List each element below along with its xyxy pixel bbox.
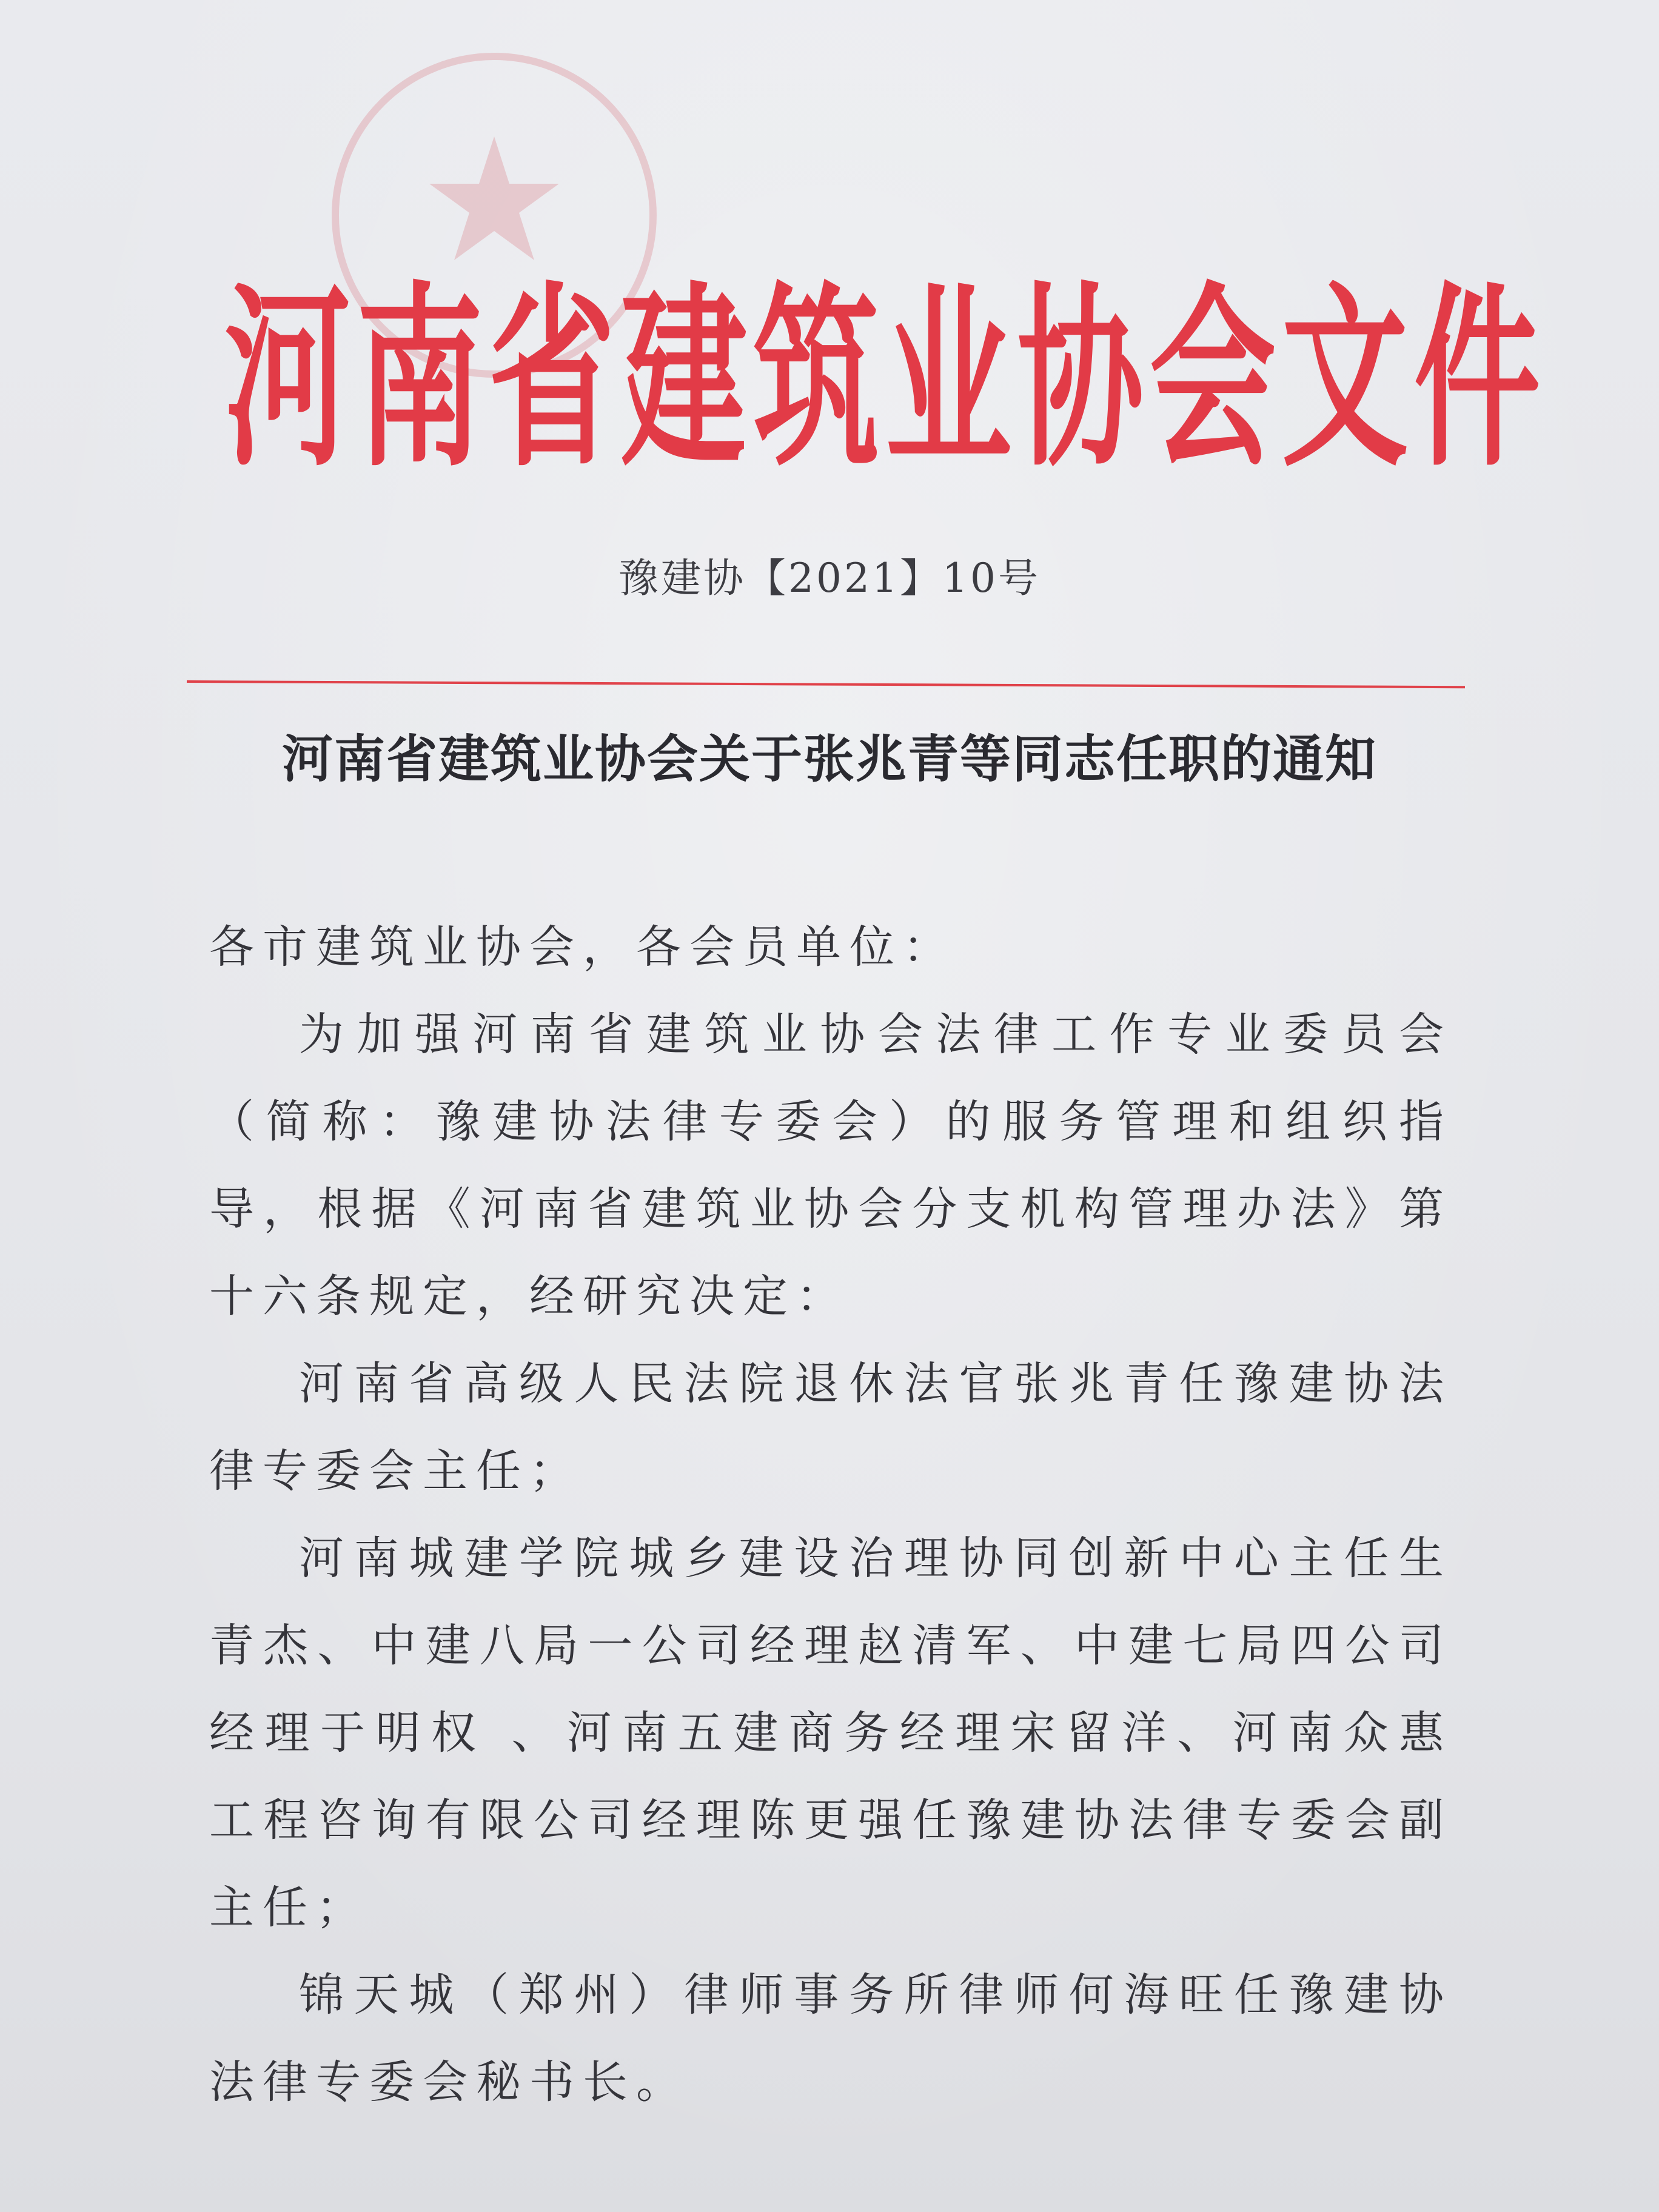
body-paragraph: 河南城建学院城乡建设治理协同创新中心主任生青杰、中建八局一公司经理赵清军、中建七局四公司经理于明权 、河南五建商务经理宋留洋、河南众惠工程咨询有限公司经理陈更强任豫建协法律专委会副主任； [209,1532,1452,1934]
salutation: 各市建筑业协会，各会员单位： [209,921,956,973]
body-paragraph: 河南省高级人民法院退休法官张兆青任豫建协法律专委会主任； [209,1358,1452,1497]
issuer-header-title: 河南省建筑业协会文件 [224,264,1546,494]
notice-body [209,903,1452,2126]
body-paragraph: 锦天城（郑州）律师事务所律师何海旺任豫建协法律专委会秘书长。 [209,1969,1452,2108]
notice-title: 河南省建筑业协会关于张兆青等同志任职的通知 [281,729,1377,789]
header-divider [187,680,1465,688]
document-number: 豫建协【2021】10号 [618,555,1041,602]
body-paragraph: 为加强河南省建筑业协会法律工作专业委员会（简称：豫建协法律专委会）的服务管理和组织指导，根据《河南省建筑业协会分支机构管理办法》第十六条规定，经研究决定： [209,1008,1452,1322]
